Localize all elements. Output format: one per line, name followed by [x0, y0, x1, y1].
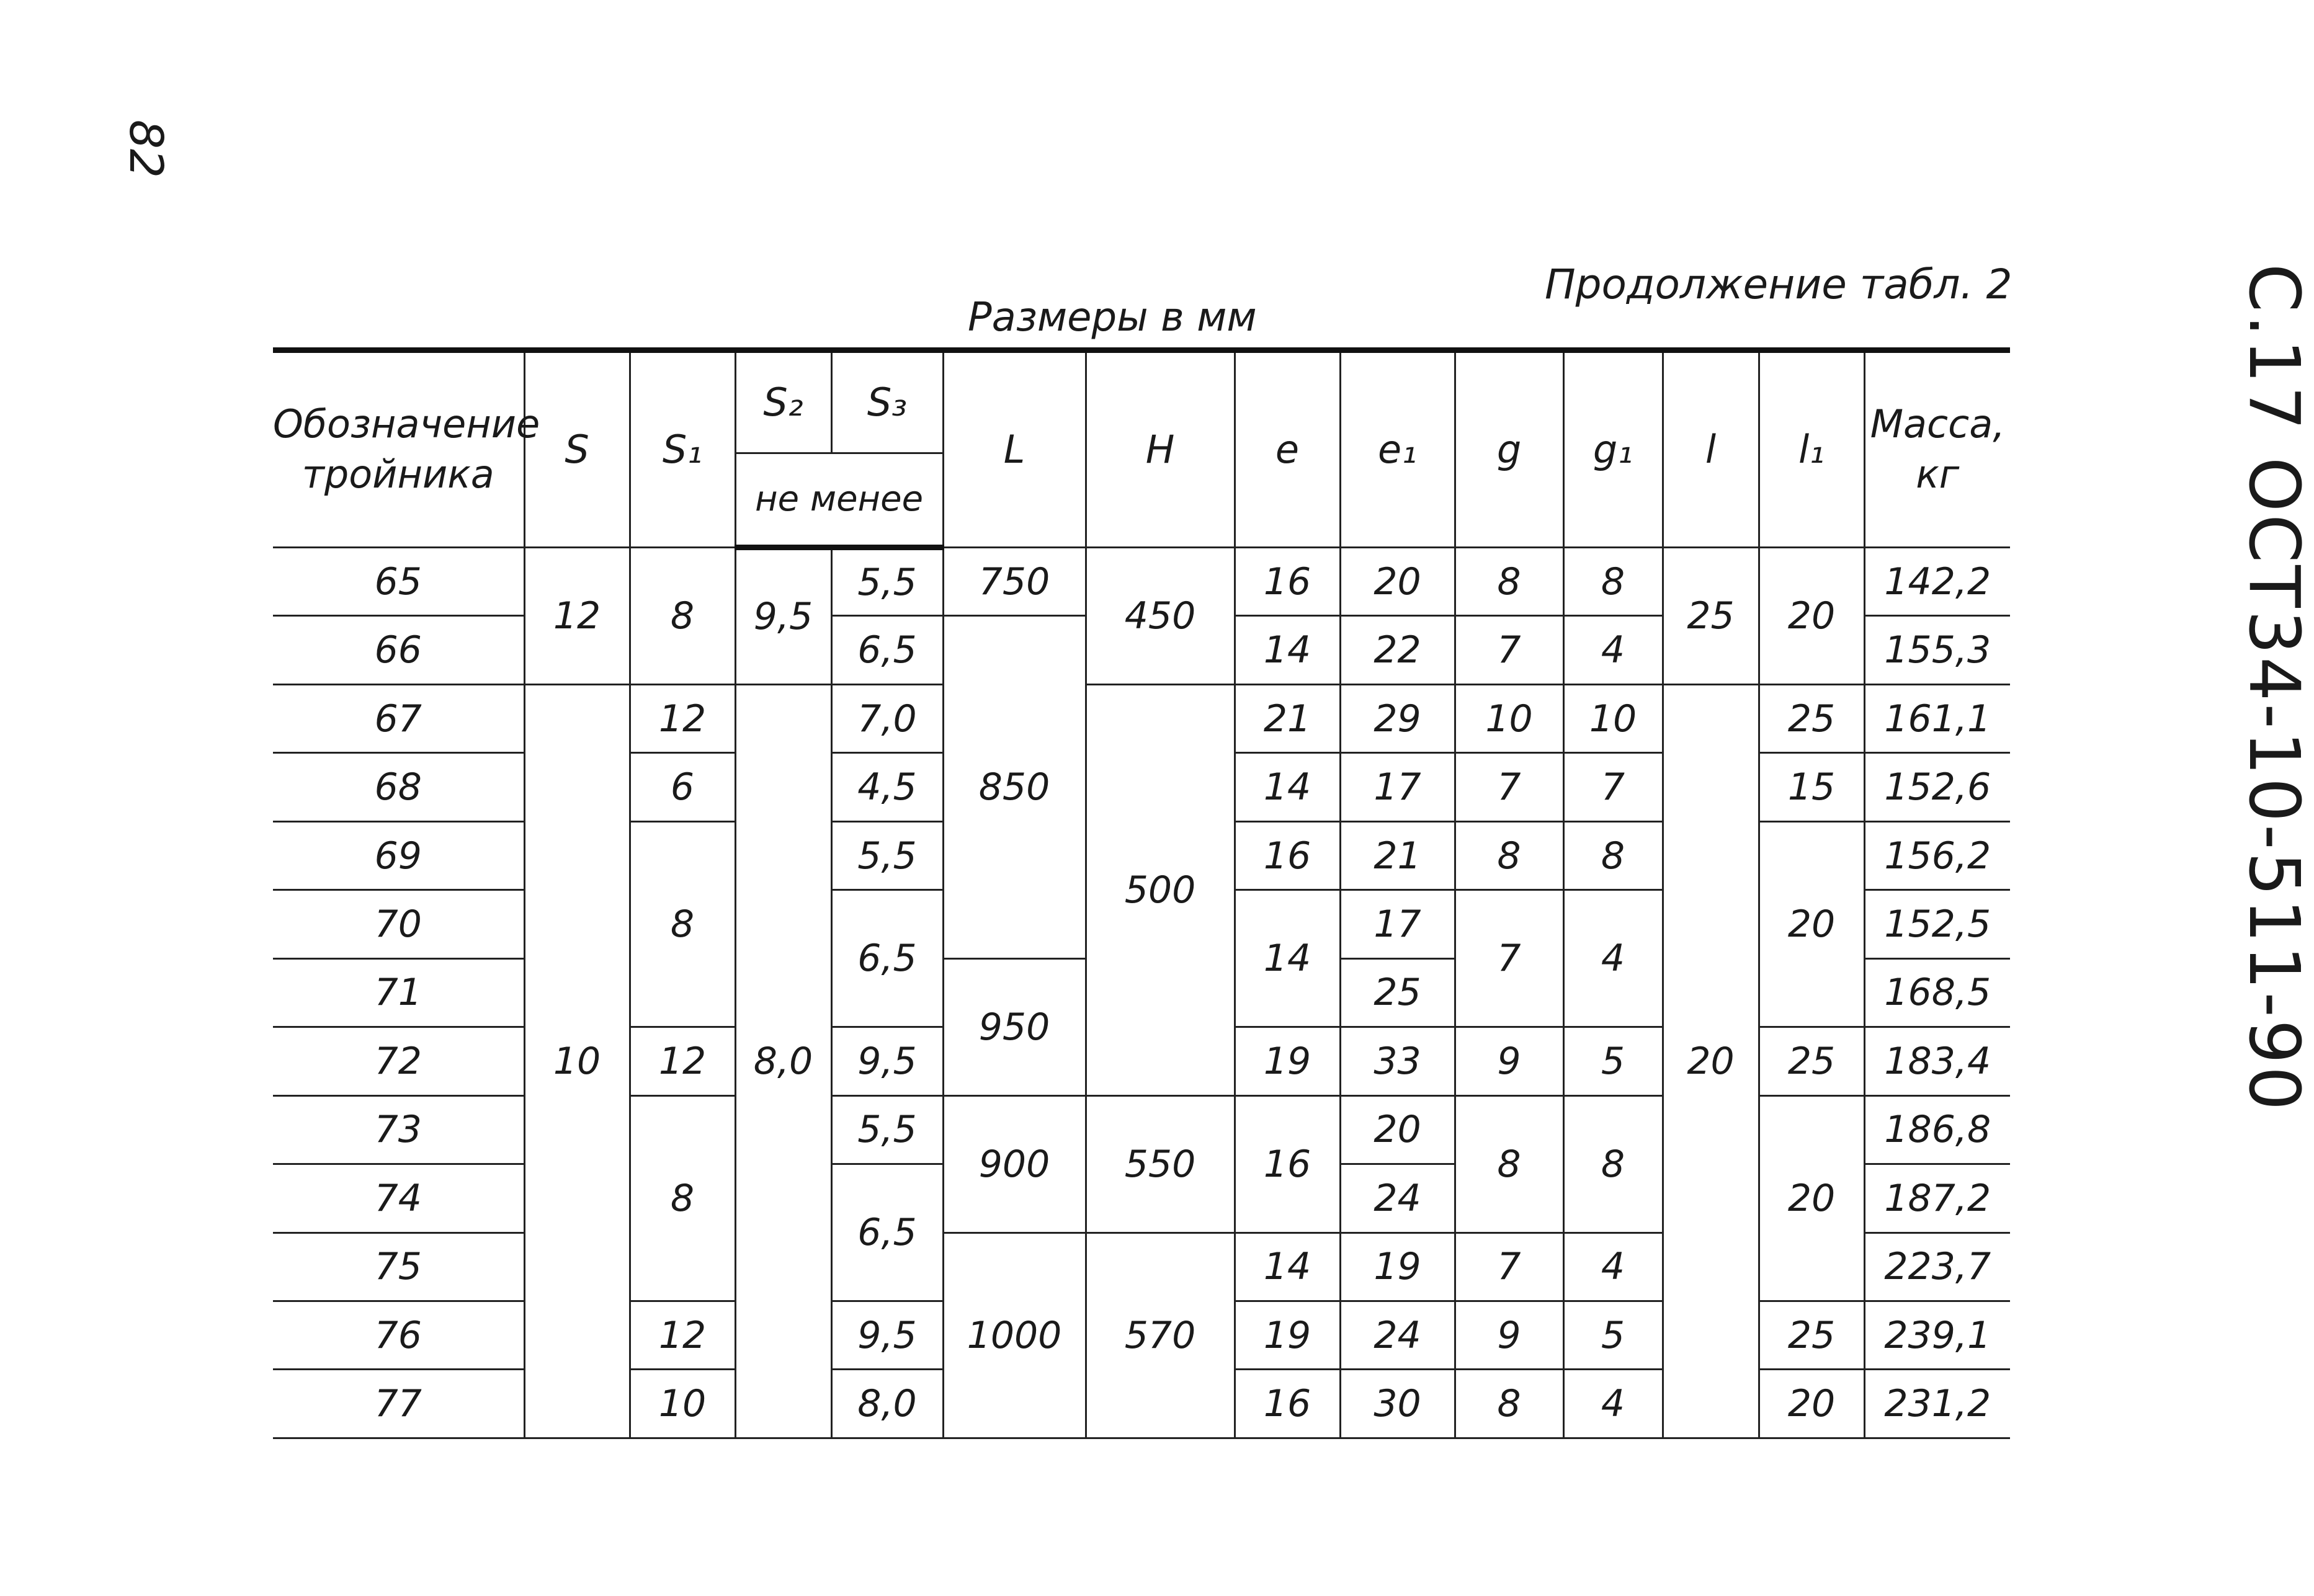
cell-L: 750 — [943, 548, 1086, 616]
cell-mass: 161,1 — [1864, 684, 2010, 752]
cell-e1: 30 — [1340, 1370, 1455, 1438]
header-designation: Обозначение тройника — [273, 350, 524, 548]
dimensions-caption: Размеры в мм — [968, 295, 1257, 341]
cell-designation: 74 — [273, 1164, 524, 1233]
cell-e: 19 — [1235, 1301, 1340, 1369]
cell-S3: 5,5 — [831, 548, 943, 616]
header-S: S — [524, 350, 630, 548]
cell-e: 19 — [1235, 1027, 1340, 1095]
cell-designation: 76 — [273, 1301, 524, 1369]
cell-g: 9 — [1455, 1027, 1563, 1095]
cell-e: 16 — [1235, 1370, 1340, 1438]
cell-S3: 9,5 — [831, 1301, 943, 1369]
cell-e1: 20 — [1340, 548, 1455, 616]
cell-e1: 19 — [1340, 1233, 1455, 1301]
header-L: L — [943, 350, 1086, 548]
cell-l: 20 — [1663, 684, 1759, 1438]
cell-designation: 66 — [273, 616, 524, 684]
header-H: H — [1086, 350, 1235, 548]
cell-l1: 20 — [1759, 548, 1864, 685]
cell-S3: 5,5 — [831, 821, 943, 889]
page-number: 82 — [119, 119, 172, 179]
cell-g1: 8 — [1563, 1095, 1663, 1233]
header-l1: l₁ — [1759, 350, 1864, 548]
cell-S1: 10 — [630, 1370, 735, 1438]
cell-e1: 25 — [1340, 958, 1455, 1027]
cell-g: 8 — [1455, 1370, 1563, 1438]
cell-g1: 5 — [1563, 1301, 1663, 1369]
cell-designation: 70 — [273, 890, 524, 958]
cell-e: 16 — [1235, 548, 1340, 616]
cell-e1: 33 — [1340, 1027, 1455, 1095]
cell-e1: 17 — [1340, 890, 1455, 958]
header-e: e — [1235, 350, 1340, 548]
cell-e: 14 — [1235, 616, 1340, 684]
cell-g: 8 — [1455, 548, 1563, 616]
cell-l1: 15 — [1759, 753, 1864, 821]
cell-e1: 24 — [1340, 1164, 1455, 1233]
cell-mass: 186,8 — [1864, 1095, 2010, 1164]
cell-g: 10 — [1455, 684, 1563, 752]
cell-mass: 142,2 — [1864, 548, 2010, 616]
cell-g: 7 — [1455, 616, 1563, 684]
cell-S: 10 — [524, 684, 630, 1438]
header-not-less: не менее — [735, 453, 943, 548]
header-S2: S₂ — [735, 350, 831, 453]
cell-l1: 25 — [1759, 684, 1864, 752]
cell-designation: 69 — [273, 821, 524, 889]
header-e1: e₁ — [1340, 350, 1455, 548]
cell-g: 8 — [1455, 1095, 1563, 1233]
cell-g1: 8 — [1563, 821, 1663, 889]
cell-e: 16 — [1235, 1095, 1340, 1233]
cell-mass: 152,5 — [1864, 890, 2010, 958]
table-continuation-note: Продолжение табл. 2 — [1545, 261, 2012, 308]
cell-g1: 4 — [1563, 616, 1663, 684]
header-mass: Масса, кг — [1864, 350, 2010, 548]
cell-l: 25 — [1663, 548, 1759, 685]
cell-S3: 6,5 — [831, 1164, 943, 1301]
cell-S1: 12 — [630, 684, 735, 752]
cell-S3: 6,5 — [831, 616, 943, 684]
cell-e: 14 — [1235, 753, 1340, 821]
cell-g: 8 — [1455, 821, 1563, 889]
standard-code: С.17 ОСТ34-10-511-90 — [2233, 264, 2314, 1113]
header-g1: g₁ — [1563, 350, 1663, 548]
cell-e: 16 — [1235, 821, 1340, 889]
cell-e1: 24 — [1340, 1301, 1455, 1369]
cell-designation: 77 — [273, 1370, 524, 1438]
table-row — [273, 684, 2010, 752]
cell-g1: 5 — [1563, 1027, 1663, 1095]
cell-g1: 4 — [1563, 1370, 1663, 1438]
cell-S3: 6,5 — [831, 890, 943, 1027]
cell-S3: 9,5 — [831, 1027, 943, 1095]
cell-g1: 7 — [1563, 753, 1663, 821]
cell-S3: 8,0 — [831, 1370, 943, 1438]
cell-designation: 71 — [273, 958, 524, 1027]
cell-mass: 168,5 — [1864, 958, 2010, 1027]
cell-e: 14 — [1235, 890, 1340, 1027]
header-g: g — [1455, 350, 1563, 548]
header-l: l — [1663, 350, 1759, 548]
cell-g1: 4 — [1563, 1233, 1663, 1301]
cell-e: 14 — [1235, 1233, 1340, 1301]
cell-e1: 20 — [1340, 1095, 1455, 1164]
cell-l1: 25 — [1759, 1301, 1864, 1369]
cell-mass: 231,2 — [1864, 1370, 2010, 1438]
cell-S1: 12 — [630, 1027, 735, 1095]
cell-e1: 17 — [1340, 753, 1455, 821]
cell-designation: 75 — [273, 1233, 524, 1301]
cell-l1: 25 — [1759, 1027, 1864, 1095]
header-S3: S₃ — [831, 350, 943, 453]
cell-g: 7 — [1455, 1233, 1563, 1301]
cell-e1: 22 — [1340, 616, 1455, 684]
cell-mass: 239,1 — [1864, 1301, 2010, 1369]
cell-H: 550 — [1086, 1095, 1235, 1233]
cell-L: 1000 — [943, 1233, 1086, 1438]
cell-g: 7 — [1455, 753, 1563, 821]
cell-H: 570 — [1086, 1233, 1235, 1438]
cell-S1: 12 — [630, 1301, 735, 1369]
cell-S2: 8,0 — [735, 684, 831, 1438]
cell-S1: 6 — [630, 753, 735, 821]
cell-e1: 29 — [1340, 684, 1455, 752]
cell-designation: 68 — [273, 753, 524, 821]
cell-mass: 183,4 — [1864, 1027, 2010, 1095]
table-row — [273, 548, 2010, 616]
cell-g: 9 — [1455, 1301, 1563, 1369]
cell-g1: 8 — [1563, 548, 1663, 616]
cell-l1: 20 — [1759, 1370, 1864, 1438]
cell-mass: 155,3 — [1864, 616, 2010, 684]
cell-l1: 20 — [1759, 1095, 1864, 1301]
cell-e1: 21 — [1340, 821, 1455, 889]
cell-S3: 7,0 — [831, 684, 943, 752]
cell-e: 21 — [1235, 684, 1340, 752]
cell-L: 850 — [943, 616, 1086, 958]
cell-S2: 9,5 — [735, 548, 831, 685]
cell-designation: 73 — [273, 1095, 524, 1164]
cell-mass: 187,2 — [1864, 1164, 2010, 1233]
spec-table — [273, 347, 2010, 1439]
cell-mass: 156,2 — [1864, 821, 2010, 889]
cell-S: 12 — [524, 548, 630, 685]
cell-S3: 5,5 — [831, 1095, 943, 1164]
cell-g1: 4 — [1563, 890, 1663, 1027]
cell-H: 450 — [1086, 548, 1235, 685]
cell-designation: 67 — [273, 684, 524, 752]
cell-S3: 4,5 — [831, 753, 943, 821]
cell-mass: 152,6 — [1864, 753, 2010, 821]
cell-g1: 10 — [1563, 684, 1663, 752]
cell-S1: 8 — [630, 548, 735, 685]
cell-l1: 20 — [1759, 821, 1864, 1027]
cell-L: 900 — [943, 1095, 1086, 1233]
cell-g: 7 — [1455, 890, 1563, 1027]
cell-S1: 8 — [630, 1095, 735, 1301]
cell-H: 500 — [1086, 684, 1235, 1095]
cell-L: 950 — [943, 958, 1086, 1095]
cell-S1: 8 — [630, 821, 735, 1027]
cell-designation: 72 — [273, 1027, 524, 1095]
cell-designation: 65 — [273, 548, 524, 616]
header-S1: S₁ — [630, 350, 735, 548]
cell-mass: 223,7 — [1864, 1233, 2010, 1301]
